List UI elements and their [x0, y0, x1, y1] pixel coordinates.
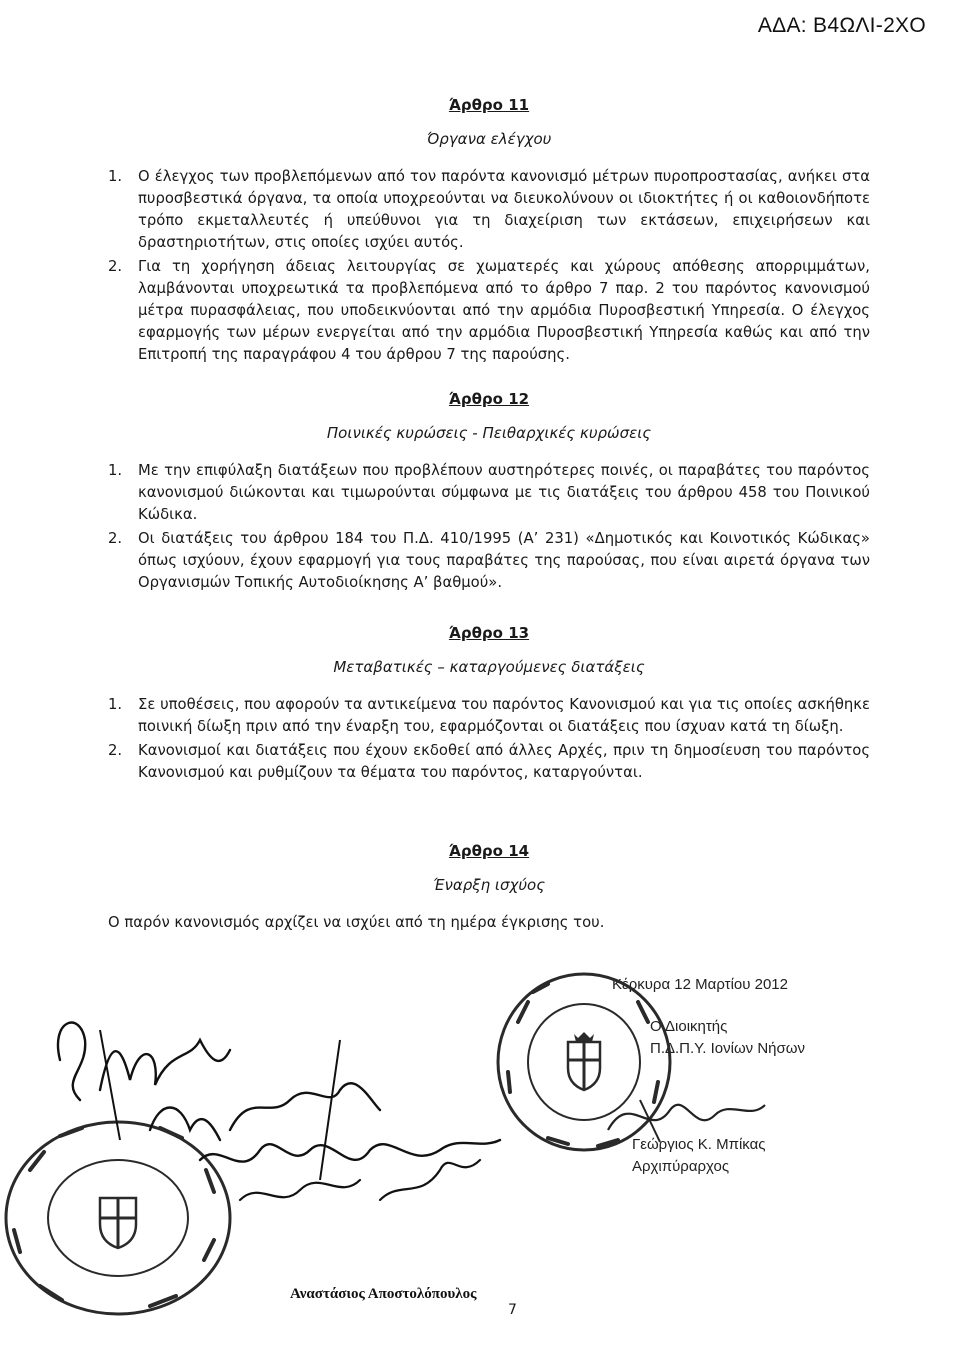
article-subtitle: Έναρξη ισχύος: [432, 876, 546, 894]
article-title: Άρθρο 11: [448, 96, 530, 114]
article-title: Άρθρο 13: [448, 624, 530, 642]
director-signature-icon: [600, 1080, 770, 1150]
list-item: [108, 528, 870, 594]
item-text: Ο έλεγχος των προβλεπόμενων από τον παρόντα κανονισμό μέτρων πυροπροστασίας, ανήκει στα πυροσβεστικά όργανα, τα οποία υποχρεούνται να διευκολύνουν οι ιδιοκτήτες ή οι καθοιονδήποτε τρόπο εκμεταλλευτές ή υπεύθυνοι για τη διαχείριση των εκτάσεων, επιχειρήσεων και δραστηριοτήτων, στις οποίες ισχύει αυτός.: [138, 168, 870, 251]
signer-role: [650, 1016, 850, 1060]
item-text: Για τη χορήγηση άδειας λειτουργίας σε χωματερές και χώρους απόθεσης απορριμμάτων, λαμβάνονται υποχρεωτικά τα προβλεπόμενα από το άρθρο 7 παρ. 2 του παρόντος κανονισμού μέτρα πυρασφάλειας, που υποδεικνύονται από την αρμόδια Πυροσβεστική Υπηρεσία. Ο έλεγχος εφαρμογής των μέρων ενεργείται από την αρμόδια Πυροσβεστική Υπηρεσία καθώς και από την Επιτροπή της παραγράφου 4 του άρθρου 7 της παρούσης.: [138, 258, 870, 363]
item-text: Με την επιφύλαξη διατάξεων που προβλέπουν αυστηρότερες ποινές, οι παραβάτες του παρόντος κανονισμού διώκονται και τιμωρούνται σύμφωνα με τις διατάξεις του άρθρου 458 του Ποινικού Κώδικα.: [138, 462, 870, 523]
signer-rank: Αρχιπύραρχος: [632, 1158, 730, 1175]
article-11: [108, 96, 870, 368]
ada-code: ΑΔΑ: Β4ΩΛΙ-2ΧΟ: [757, 14, 926, 37]
role-line-1: Ο Διοικητής: [650, 1018, 728, 1035]
article-subtitle: Ποινικές κυρώσεις - Πειθαρχικές κυρώσεις: [326, 424, 652, 442]
article-title: Άρθρο 14: [448, 842, 530, 860]
item-text: Κανονισμοί και διατάξεις που έχουν εκδοθεί από άλλες Αρχές, πριν τη δημοσίευση του παρόντος Κανονισμού και ρυθμίζουν τα θέματα του παρόντος, καταργούνται.: [138, 742, 870, 781]
item-number: 2.: [108, 530, 123, 547]
item-number: 1.: [108, 462, 123, 479]
list-item: [108, 694, 870, 738]
list-item: [108, 256, 870, 366]
list-item: [108, 166, 870, 254]
role-line-2: Π.Δ.Π.Υ. Ιονίων Νήσων: [650, 1040, 805, 1057]
signer-name: Γεώργιος Κ. Μπίκας: [632, 1136, 766, 1153]
item-number: 2.: [108, 742, 123, 759]
article-12: [108, 390, 870, 596]
article-14: [108, 842, 870, 934]
article-13: [108, 624, 870, 786]
article-subtitle: Όργανα ελέγχου: [426, 130, 552, 148]
article-text: Ο παρόν κανονισμός αρχίζει να ισχύει από τη ημέρα έγκρισης του.: [108, 914, 605, 931]
article-title: Άρθρο 12: [448, 390, 530, 408]
list-item: [108, 740, 870, 784]
typed-signer-name: Αναστάσιος Αποστολόπουλος: [290, 1286, 477, 1302]
item-number: 1.: [108, 696, 123, 713]
list-item: [108, 460, 870, 526]
handwritten-signature-icon: [40, 1000, 520, 1260]
item-text: Σε υποθέσεις, που αφορούν τα αντικείμενα του παρόντος Κανονισμού και για τις οποίες ασκήθηκε ποινική δίωξη πριν από την έναρξη του, εφαρμόζονται οι διατάξεις που ίσχυαν κατά τη δίωξη.: [138, 696, 870, 735]
item-text: Οι διατάξεις του άρθρου 184 του Π.Δ. 410/1995 (Α’ 231) «Δημοτικός και Κοινοτικός Κώδικας» όπως ισχύουν, έχουν εφαρμογή για τους παραβάτες της παρούσας, που είναι αιρετά όργανα των Οργανισμών Τοπικής Αυτοδιοίκησης Α’ βαθμού».: [138, 530, 870, 591]
item-number: 1.: [108, 168, 123, 185]
item-number: 2.: [108, 258, 123, 275]
date-line: Κέρκυρα 12 Μαρτίου 2012: [612, 976, 788, 993]
article-subtitle: Μεταβατικές – καταργούμενες διατάξεις: [333, 658, 645, 676]
page-number: 7: [508, 1302, 517, 1318]
